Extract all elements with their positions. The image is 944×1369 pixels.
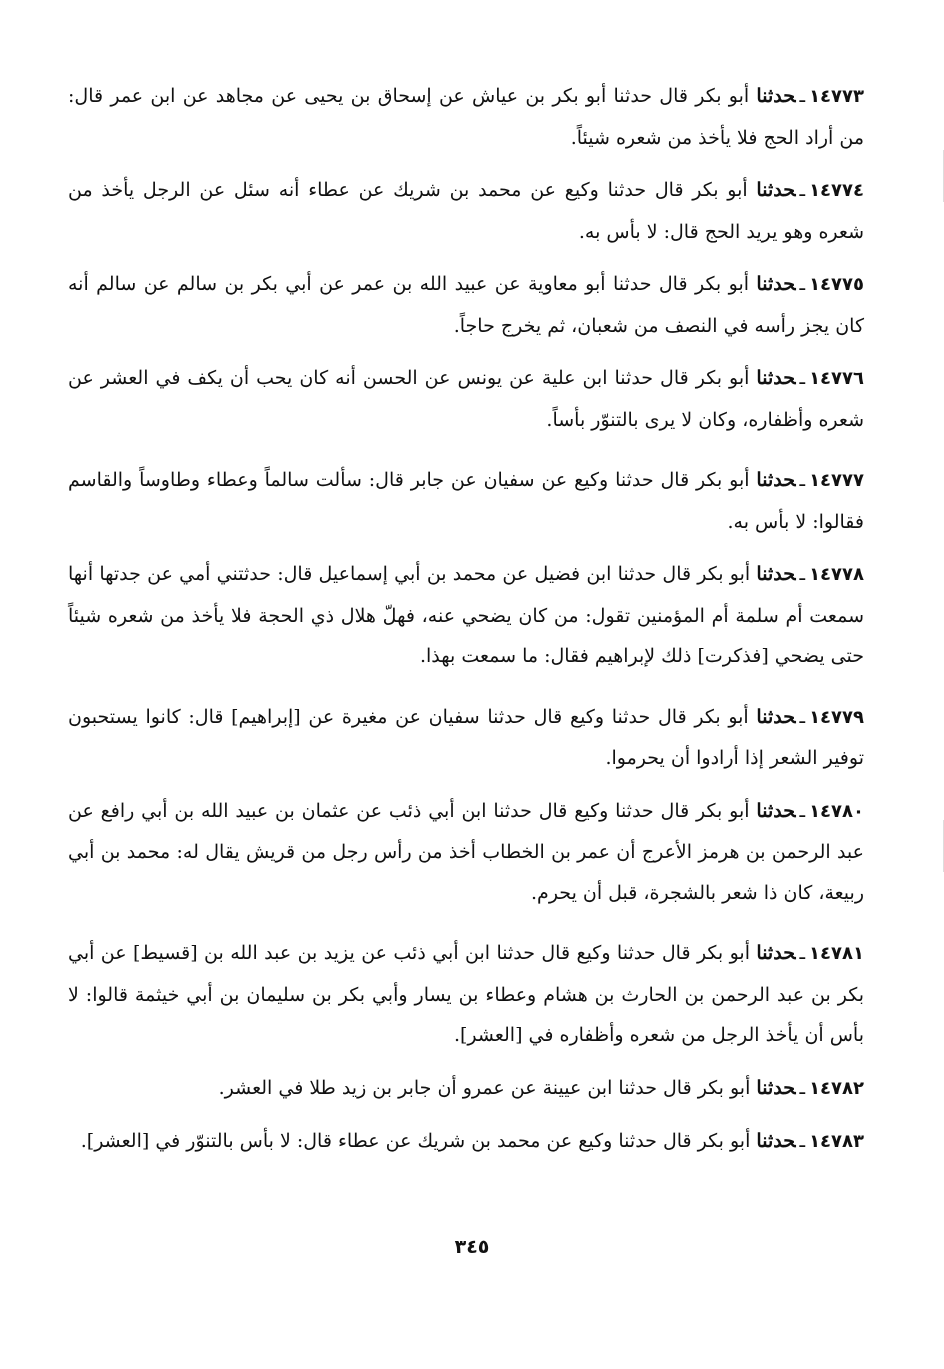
page-body bbox=[68, 76, 864, 1175]
hadith-14776 bbox=[68, 358, 864, 440]
hadith-14778 bbox=[68, 554, 864, 677]
hadith-separator: ـ bbox=[799, 799, 806, 822]
hadith-number: ١٤٧٨٠ bbox=[809, 800, 864, 822]
hadith-separator: ـ bbox=[799, 469, 806, 491]
page-number: ٣٤٥ bbox=[454, 1236, 490, 1258]
hadith-14782 bbox=[68, 1068, 864, 1110]
hadith-label: حدثنا bbox=[756, 367, 796, 389]
hadith-14780 bbox=[68, 791, 864, 914]
hadith-number: ١٤٧٧٥ bbox=[809, 274, 864, 295]
hadith-text: أبو بكر قال حدثنا أبو معاوية عن عبيد الله بن عمر عن أبي بكر بن سالم عن سالم أنه كان يجز رأسه في النصف من شعبان، ثم يخرج حاجاً. bbox=[68, 273, 864, 337]
hadith-separator: ـ bbox=[799, 942, 806, 964]
hadith-text: أبو بكر قال حدثنا وكيع عن محمد بن شريك عن عطاء قال: لا بأس بالتنوّر في [العشر]. bbox=[80, 1130, 751, 1152]
hadith-label: حدثنا bbox=[756, 942, 796, 964]
hadith-label: حدثنا bbox=[756, 273, 796, 295]
hadith-text: أبو بكر قال حدثنا وكيع عن محمد بن شريك عن عطاء أنه سئل عن الرجل يأخذ من شعره وهو يريد الحج قال: لا بأس به. bbox=[68, 179, 864, 243]
hadith-text: أبو بكر قال حدثنا ابن علية عن يونس عن الحسن أنه كان يحب أن يكف في العشر عن شعره وأظفاره، وكان لا يرى بالتنوّر بأساً. bbox=[68, 367, 864, 431]
hadith-separator: ـ bbox=[799, 1130, 806, 1152]
hadith-label: حدثنا bbox=[756, 85, 796, 107]
hadith-label: حدثنا bbox=[756, 1076, 796, 1099]
hadith-number: ١٤٧٨٢ bbox=[809, 1077, 864, 1099]
hadith-separator: ـ bbox=[799, 179, 806, 201]
hadith-separator: ـ bbox=[799, 85, 806, 107]
hadith-label: حدثنا bbox=[756, 1130, 796, 1152]
hadith-label: حدثنا bbox=[756, 179, 796, 201]
hadith-separator: ـ bbox=[799, 705, 806, 728]
hadith-separator: ـ bbox=[799, 563, 806, 585]
hadith-separator: ـ bbox=[799, 1076, 806, 1099]
hadith-number: ١٤٧٨٣ bbox=[809, 1131, 864, 1152]
hadith-text: أبو بكر قال حدثنا وكيع عن سفيان عن جابر قال: سألت سالماً وعطاء وطاوساً والقاسم فقالوا: لا بأس به. bbox=[68, 469, 864, 533]
hadith-text: أبو بكر قال حدثنا ابن عيينة عن عمرو أن جابر بن زيد طلا في العشر. bbox=[218, 1076, 751, 1099]
hadith-number: ١٤٧٧٩ bbox=[809, 706, 864, 728]
hadith-text: أبو بكر قال حدثنا ابن فضيل عن محمد بن أبي إسماعيل قال: حدثتني أمي عن جدتها أنها سمعت أم سلمة أم المؤمنين تقول: من كان يضحي عنه، فهلّ هلال ذي الحجة فلا يأخذ من شعره شيئاً حتى يضحي [فذكرت] ذلك لإبراهيم فقال: ما سمعت بهذا. bbox=[68, 563, 864, 667]
hadith-label: حدثنا bbox=[756, 563, 796, 585]
hadith-14783 bbox=[68, 1121, 864, 1163]
hadith-14779 bbox=[68, 697, 864, 779]
hadith-text: أبو بكر قال حدثنا أبو بكر بن عياش عن إسحاق بن يحيى عن مجاهد عن ابن عمر قال: من أراد الحج فلا يأخذ من شعره شيئاً. bbox=[68, 85, 864, 149]
hadith-number: ١٤٧٧٦ bbox=[809, 368, 864, 389]
hadith-14774 bbox=[68, 170, 864, 252]
hadith-number: ١٤٧٧٣ bbox=[809, 86, 864, 107]
hadith-separator: ـ bbox=[799, 273, 806, 295]
hadith-number: ١٤٧٨١ bbox=[809, 943, 864, 964]
hadith-separator: ـ bbox=[799, 367, 806, 389]
hadith-label: حدثنا bbox=[756, 705, 796, 728]
hadith-text: أبو بكر قال حدثنا وكيع قال حدثنا ابن أبي ذئب عن يزيد بن عبد الله بن [قسيط] عن أبي بكر بن عبد الرحمن بن الحارث بن هشام وعطاء بن يسار وأبي بكر بن سليمان بن أبي خيثمة قالوا: لا بأس أن يأخذ الرجل من شعره وأظفاره في [العشر]. bbox=[68, 942, 864, 1046]
hadith-text: أبو بكر قال حدثنا وكيع قال حدثنا سفيان عن مغيرة عن [إبراهيم] قال: كانوا يستحبون توفير الشعر إذا أرادوا أن يحرموا. bbox=[68, 705, 864, 769]
hadith-14775 bbox=[68, 264, 864, 346]
hadith-number: ١٤٧٧٧ bbox=[809, 470, 864, 491]
hadith-14781 bbox=[68, 933, 864, 1056]
hadith-label: حدثنا bbox=[756, 469, 796, 491]
hadith-14777 bbox=[68, 460, 864, 542]
hadith-number: ١٤٧٧٨ bbox=[809, 564, 864, 585]
hadith-number: ١٤٧٧٤ bbox=[809, 180, 864, 201]
hadith-14773 bbox=[68, 76, 864, 158]
hadith-text: أبو بكر قال حدثنا وكيع قال حدثنا ابن أبي ذئب عن عثمان بن عبيد الله بن أبي رافع عن عبد الرحمن بن هرمز الأعرج أن عمر بن الخطاب أخذ من رأس رجل من قريش يقال له: محمد بن أبي ربيعة، كان ذا شعر بالشجرة، قبل أن يحرم. bbox=[68, 799, 864, 904]
hadith-label: حدثنا bbox=[756, 799, 796, 822]
